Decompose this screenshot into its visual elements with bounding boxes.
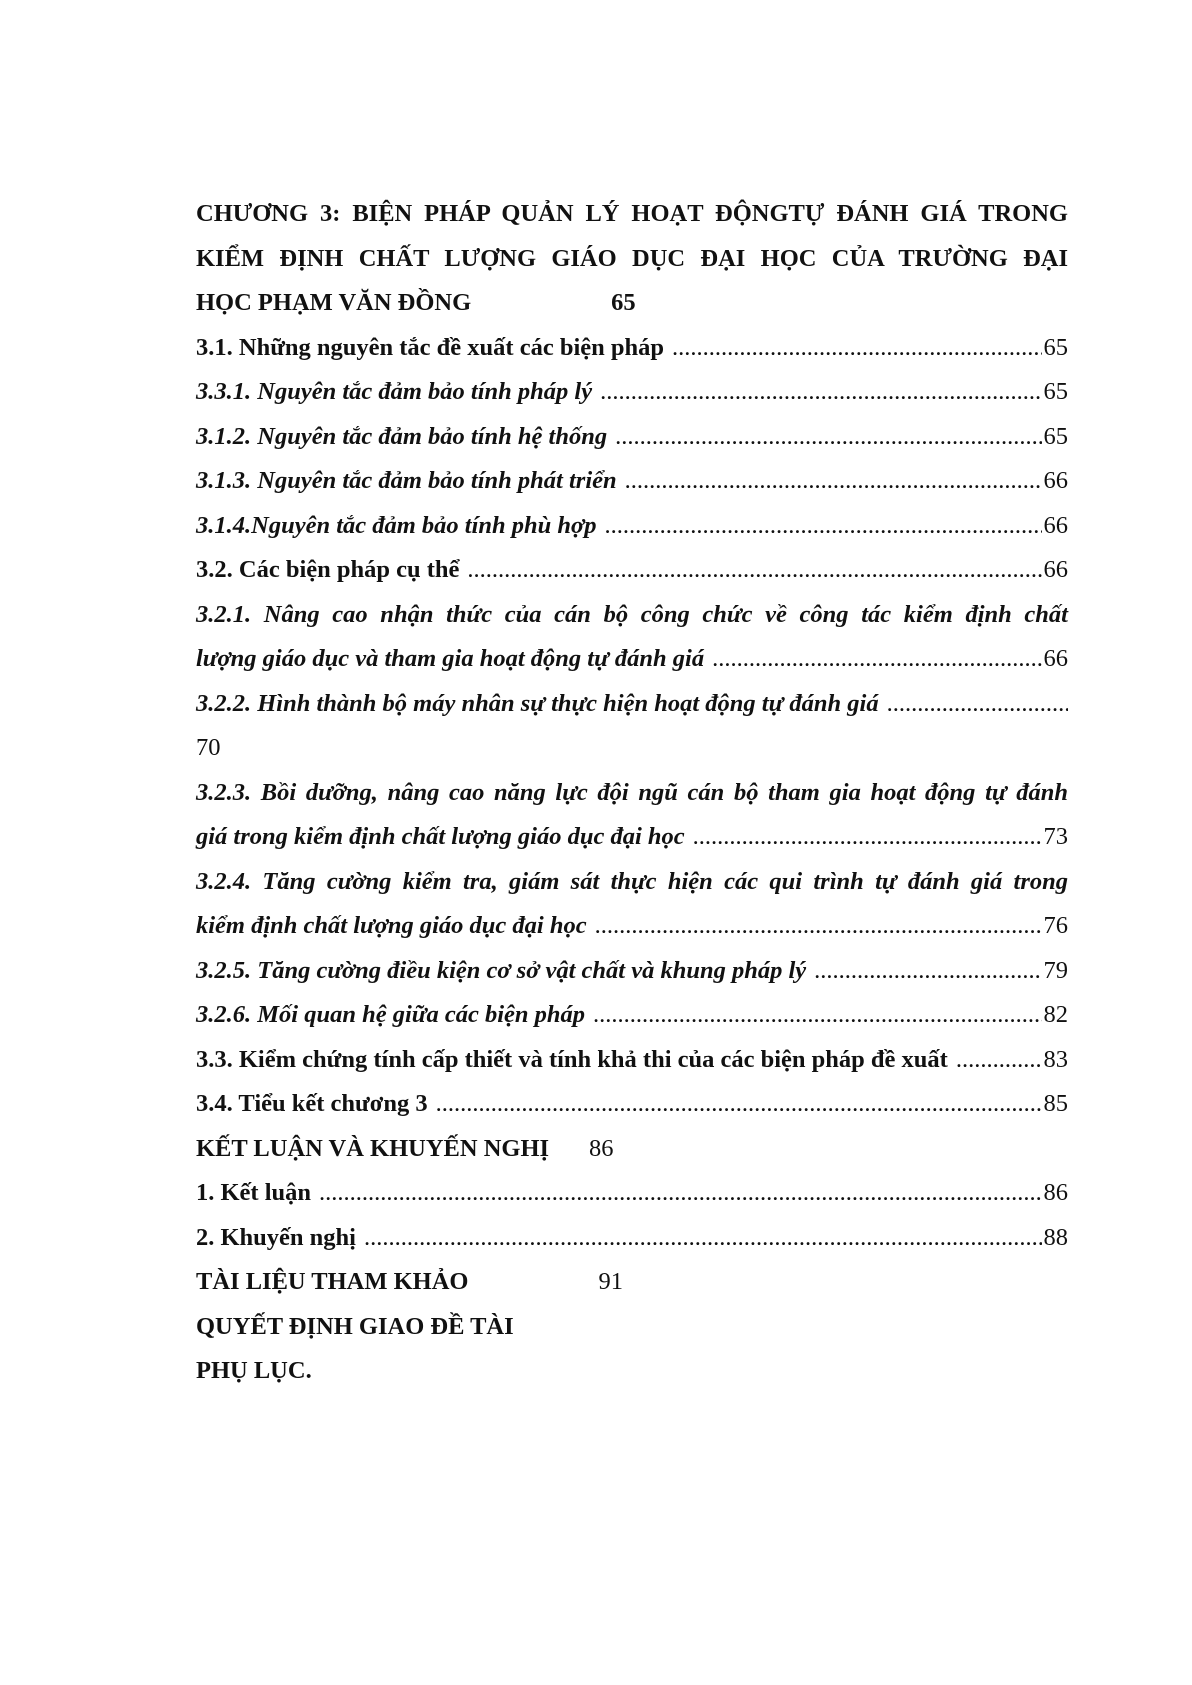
toc-leader (672, 326, 1041, 371)
toc-entry-label: giá trong kiểm định chất lượng giáo dục đại học (196, 823, 685, 850)
toc-page-number: 66 (1043, 645, 1068, 672)
toc-page-number: 70 (196, 734, 221, 761)
toc-entry-conclusion[interactable] (196, 1127, 1068, 1172)
toc-page-number: 73 (1043, 823, 1068, 850)
toc-leader (625, 459, 1042, 504)
toc-page-number: 66 (1043, 511, 1068, 539)
toc-entry-3-2-3-line1[interactable]: 3.2.3. Bồi dưỡng, nâng cao năng lực đội ngũ cán bộ tham gia hoạt động tự đánh (196, 778, 1068, 806)
toc-entry-3-2-5[interactable] (196, 949, 1068, 994)
toc-entry-label: 3.4. Tiểu kết chương 3 (196, 1090, 428, 1117)
toc-page-number: 65 (1043, 378, 1068, 405)
toc-page-number: 91 (598, 1268, 623, 1295)
toc-leader (436, 1082, 1042, 1127)
toc-entry-3-2[interactable] (196, 548, 1068, 593)
toc-entry-3-2-1-line1[interactable]: 3.2.1. Nâng cao nhận thức của cán bộ công chức về công tác kiểm định chất (196, 600, 1068, 628)
toc-leader (956, 1038, 1042, 1083)
toc-leader (814, 949, 1041, 994)
toc-leader (712, 637, 1041, 682)
toc-entry-3-2-6[interactable] (196, 993, 1068, 1038)
toc-chapter3-page: 65 (611, 289, 636, 316)
toc-entry-label: KẾT LUẬN VÀ KHUYẾN NGHỊ (196, 1134, 550, 1162)
toc-chapter3-line2: KIỂM ĐỊNH CHẤT LƯỢNG GIÁO DỤC ĐẠI HỌC CỦA TRƯỜNG ĐẠI (196, 244, 1068, 272)
toc-entry-conclusion-1[interactable] (196, 1171, 1068, 1216)
toc-entry-3-1-2[interactable] (196, 415, 1068, 460)
toc-page-number: 88 (1043, 1223, 1068, 1251)
toc-page-number: 65 (1043, 333, 1068, 361)
toc-chapter3-line3 (196, 281, 1068, 326)
toc-entry-3-4[interactable] (196, 1082, 1068, 1127)
toc-entry-label: 3.2.5. Tăng cường điều kiện cơ sở vật chất và khung pháp lý (196, 956, 807, 984)
toc-entry-appendix[interactable]: PHỤ LỤC. (196, 1357, 312, 1384)
toc-page-number: 66 (1043, 556, 1068, 583)
toc-entry-decision[interactable]: QUYẾT ĐỊNH GIAO ĐỀ TÀI (196, 1312, 514, 1340)
toc-page-number: 65 (1043, 422, 1068, 450)
toc-page-number: 79 (1043, 956, 1068, 984)
toc-leader (319, 1171, 1041, 1216)
toc-entry-3-3[interactable] (196, 1038, 1068, 1083)
toc-entry-3-2-1-line2[interactable] (196, 637, 1068, 682)
toc-entry-3-3-1[interactable] (196, 370, 1068, 415)
toc-entry-label: 3.1.3. Nguyên tắc đảm bảo tính phát triển (196, 467, 617, 494)
toc-page-number: 82 (1043, 1001, 1068, 1028)
toc-leader (595, 904, 1042, 949)
toc-entry-3-2-4-line2[interactable] (196, 904, 1068, 949)
toc-leader (593, 993, 1041, 1038)
toc-entry-label: 3.1.2. Nguyên tắc đảm bảo tính hệ thống (196, 422, 608, 450)
toc-entry-3-2-3-line2[interactable] (196, 815, 1068, 860)
toc-page-number: 76 (1043, 912, 1068, 939)
toc-entry-label: lượng giáo dục và tham gia hoạt động tự đánh giá (196, 645, 705, 672)
toc-page-number: 86 (589, 1134, 614, 1162)
toc-entry-label: 3.1. Những nguyên tắc đề xuất các biện pháp (196, 333, 665, 361)
toc-entry-label: 3.2.6. Mối quan hệ giữa các biện pháp (196, 1001, 586, 1028)
toc-entry-3-2-4-line1[interactable]: 3.2.4. Tăng cường kiểm tra, giám sát thực hiện các qui trình tự đánh giá trong (196, 867, 1068, 895)
toc-leader (600, 370, 1041, 415)
toc-leader (364, 1216, 1042, 1261)
toc-entry-label: 3.2. Các biện pháp cụ thể (196, 556, 460, 583)
toc-leader (693, 815, 1042, 860)
toc-page-number: 66 (1043, 467, 1068, 494)
toc-entry-3-1[interactable] (196, 326, 1068, 371)
toc-entry-label: 1. Kết luận (196, 1179, 312, 1206)
toc-leader (604, 504, 1041, 549)
toc-entry-label: kiểm định chất lượng giáo dục đại học (196, 912, 587, 939)
toc-leader (467, 548, 1041, 593)
toc-chapter3-title-end: HỌC PHẠM VĂN ĐỒNG (196, 289, 472, 316)
toc-entry-label: 3.1.4.Nguyên tắc đảm bảo tính phù hợp (196, 511, 597, 539)
toc-entry-conclusion-2[interactable] (196, 1216, 1068, 1261)
toc-chapter3-line1: CHƯƠNG 3: BIỆN PHÁP QUẢN LÝ HOẠT ĐỘNGTỰ ĐÁNH GIÁ TRONG (196, 200, 1068, 227)
toc-entry-label: 3.3.1. Nguyên tắc đảm bảo tính pháp lý (196, 378, 593, 405)
toc-entry-label: TÀI LIỆU THAM KHẢO (196, 1268, 469, 1295)
toc-entry-label: 3.2.2. Hình thành bộ máy nhân sự thực hiện hoạt động tự đánh giá (196, 689, 879, 717)
toc-entry-3-1-3[interactable] (196, 459, 1068, 504)
toc-page-number: 83 (1043, 1045, 1068, 1073)
table-of-contents (196, 192, 1068, 1394)
toc-page-number: 85 (1043, 1090, 1068, 1117)
toc-entry-label: 3.3. Kiểm chứng tính cấp thiết và tính khả thi của các biện pháp đề xuất (196, 1045, 948, 1073)
toc-leader (615, 415, 1041, 460)
toc-entry-3-1-4[interactable] (196, 504, 1068, 549)
toc-entry-references[interactable] (196, 1260, 1068, 1305)
toc-leader (887, 682, 1068, 727)
toc-entry-3-2-2[interactable] (196, 682, 1068, 727)
toc-entry-label: 2. Khuyến nghị (196, 1223, 356, 1251)
toc-page-number: 86 (1043, 1179, 1068, 1206)
